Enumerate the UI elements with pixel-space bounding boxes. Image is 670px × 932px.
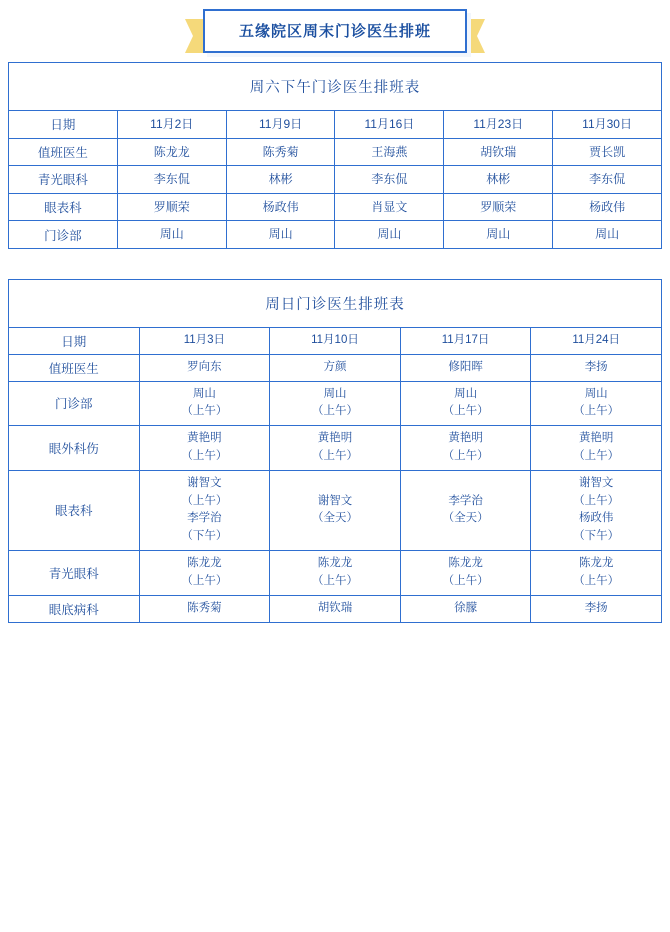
table-cell-line: （全天） (311, 512, 358, 525)
table-cell-line: 周山 (192, 387, 216, 400)
table-cell: 11月30日 (553, 111, 662, 139)
table-cell-line: 黄艳明 (578, 432, 614, 445)
table-cell-line: 李扬 (584, 360, 608, 373)
table-cell (400, 354, 531, 381)
table-cell-line: 李扬 (584, 601, 608, 614)
table-cell-line: 修阳晖 (448, 360, 483, 373)
section-spacer (0, 249, 670, 279)
row-header: 眼外科伤 (9, 426, 140, 471)
table-cell: 11月23日 (444, 111, 553, 139)
page-title: 五缘院区周末门诊医生排班 (238, 23, 431, 40)
table-cell (531, 381, 662, 426)
table-cell-line: （上午） (442, 574, 489, 587)
table-cell: 11月16日 (335, 111, 444, 139)
banner-box (203, 9, 467, 53)
table-cell (531, 426, 662, 471)
table-row (9, 327, 662, 354)
row-header: 青光眼科 (9, 551, 140, 596)
saturday-schedule-table (8, 62, 662, 249)
row-header: 值班医生 (9, 138, 118, 166)
table-row (9, 221, 662, 249)
table-cell-line: 11月17日 (441, 333, 490, 346)
table-cell-line: 周山 (454, 387, 478, 400)
table-cell (531, 470, 662, 550)
table-row (9, 111, 662, 139)
table-cell (531, 595, 662, 622)
row-header: 眼底病科 (9, 595, 140, 622)
table-cell: 杨政伟 (226, 193, 335, 221)
table-cell (270, 381, 401, 426)
table-cell (270, 354, 401, 381)
table-cell-line: 陈龙龙 (317, 557, 353, 570)
sunday-schedule-table (8, 279, 662, 623)
table-cell: 周山 (553, 221, 662, 249)
row-header: 青光眼科 (9, 166, 118, 194)
table-cell: 11月2日 (117, 111, 226, 139)
table-cell (139, 551, 270, 596)
table-cell-line: （上午） (181, 574, 228, 587)
table-cell-line: （上午） (181, 405, 228, 418)
table-cell (531, 354, 662, 381)
row-header: 门诊部 (9, 221, 118, 249)
table-cell-line: （上午） (181, 450, 228, 463)
table-cell: 李东侃 (117, 166, 226, 194)
table-cell (270, 551, 401, 596)
table-cell (531, 551, 662, 596)
table-cell-line: （上午） (573, 574, 620, 587)
table-cell-line: 陈龙龙 (578, 557, 614, 570)
row-header: 日期 (9, 111, 118, 139)
table-cell: 林彬 (226, 166, 335, 194)
table-cell (139, 381, 270, 426)
table-cell (139, 354, 270, 381)
table-cell (270, 470, 401, 550)
table-cell: 贾长凯 (553, 138, 662, 166)
table-title-row (9, 63, 662, 111)
table-cell-line: 11月24日 (572, 333, 621, 346)
table-cell: 周山 (226, 221, 335, 249)
banner (203, 9, 467, 53)
table-cell-line: 黄艳明 (448, 432, 483, 445)
table-cell (270, 595, 401, 622)
table-row (9, 138, 662, 166)
table-cell-line: 周山 (323, 387, 347, 400)
table-cell-line: （上午） (181, 494, 228, 507)
table-cell-line: （下午） (181, 530, 228, 543)
table-cell-line: 胡钦瑞 (317, 601, 353, 614)
table-cell-line: 陈龙龙 (187, 557, 222, 570)
table-cell: 陈秀菊 (226, 138, 335, 166)
table-row (9, 166, 662, 194)
table-row (9, 193, 662, 221)
table-cell-line: （全天） (442, 512, 489, 525)
table-cell-line: （上午） (311, 405, 358, 418)
table-cell (139, 470, 270, 550)
table-cell-line: 李学治 (448, 494, 483, 507)
row-header: 日期 (9, 327, 140, 354)
table-cell: 11月9日 (226, 111, 335, 139)
table-row (9, 354, 662, 381)
table-cell (400, 426, 531, 471)
table-cell (400, 327, 531, 354)
table-cell-line: 11月10日 (311, 333, 359, 346)
table-cell-line: 谢智文 (187, 476, 222, 489)
table-cell-line: （上午） (311, 450, 358, 463)
row-header: 眼表科 (9, 193, 118, 221)
table-cell-line: 谢智文 (317, 494, 353, 507)
saturday-table-body (9, 63, 662, 249)
sunday-schedule-block (8, 279, 662, 623)
table-cell (531, 327, 662, 354)
table-cell-line: （下午） (573, 530, 620, 543)
sunday-table-title: 周日门诊医生排班表 (9, 279, 662, 327)
table-cell: 周山 (117, 221, 226, 249)
table-cell: 罗顺荣 (117, 193, 226, 221)
table-cell-line: 黄艳明 (317, 432, 353, 445)
table-cell-line: 杨政伟 (578, 512, 614, 525)
table-cell: 罗顺荣 (444, 193, 553, 221)
table-cell-line: 谢智文 (578, 476, 614, 489)
table-cell (400, 470, 531, 550)
row-header: 值班医生 (9, 354, 140, 381)
table-cell-line: 陈秀菊 (187, 601, 222, 614)
table-row (9, 381, 662, 426)
table-cell: 李东侃 (553, 166, 662, 194)
table-cell-line: 李学治 (187, 512, 222, 525)
table-cell: 胡钦瑞 (444, 138, 553, 166)
table-row (9, 470, 662, 550)
table-cell-line: （上午） (573, 405, 620, 418)
table-cell-line: （上午） (442, 405, 489, 418)
table-cell-line: 周山 (584, 387, 608, 400)
table-cell-line: （上午） (573, 450, 620, 463)
table-cell: 李东侃 (335, 166, 444, 194)
table-cell (400, 595, 531, 622)
banner-area (0, 0, 670, 62)
table-cell: 陈龙龙 (117, 138, 226, 166)
table-row (9, 426, 662, 471)
table-cell (139, 595, 270, 622)
sunday-table-body (9, 279, 662, 622)
table-cell (400, 381, 531, 426)
row-header: 眼表科 (9, 470, 140, 550)
table-cell-line: 方颜 (323, 360, 347, 373)
table-title-row (9, 279, 662, 327)
table-cell: 周山 (444, 221, 553, 249)
table-cell (139, 426, 270, 471)
table-cell (270, 426, 401, 471)
table-cell: 周山 (335, 221, 444, 249)
table-cell-line: 11月3日 (183, 333, 226, 346)
table-cell: 肖显文 (335, 193, 444, 221)
table-row (9, 595, 662, 622)
table-cell: 林彬 (444, 166, 553, 194)
table-row (9, 551, 662, 596)
table-cell (139, 327, 270, 354)
saturday-schedule-block (8, 62, 662, 249)
table-cell-line: 徐朦 (454, 601, 478, 614)
table-cell-line: （上午） (442, 450, 489, 463)
table-cell (270, 327, 401, 354)
table-cell (400, 551, 531, 596)
table-cell-line: （上午） (311, 574, 358, 587)
table-cell: 杨政伟 (553, 193, 662, 221)
table-cell: 王海燕 (335, 138, 444, 166)
table-cell-line: 黄艳明 (187, 432, 222, 445)
table-cell-line: 陈龙龙 (448, 557, 483, 570)
saturday-table-title: 周六下午门诊医生排班表 (9, 63, 662, 111)
table-cell-line: 罗向东 (187, 360, 222, 373)
row-header: 门诊部 (9, 381, 140, 426)
table-cell-line: （上午） (573, 494, 620, 507)
